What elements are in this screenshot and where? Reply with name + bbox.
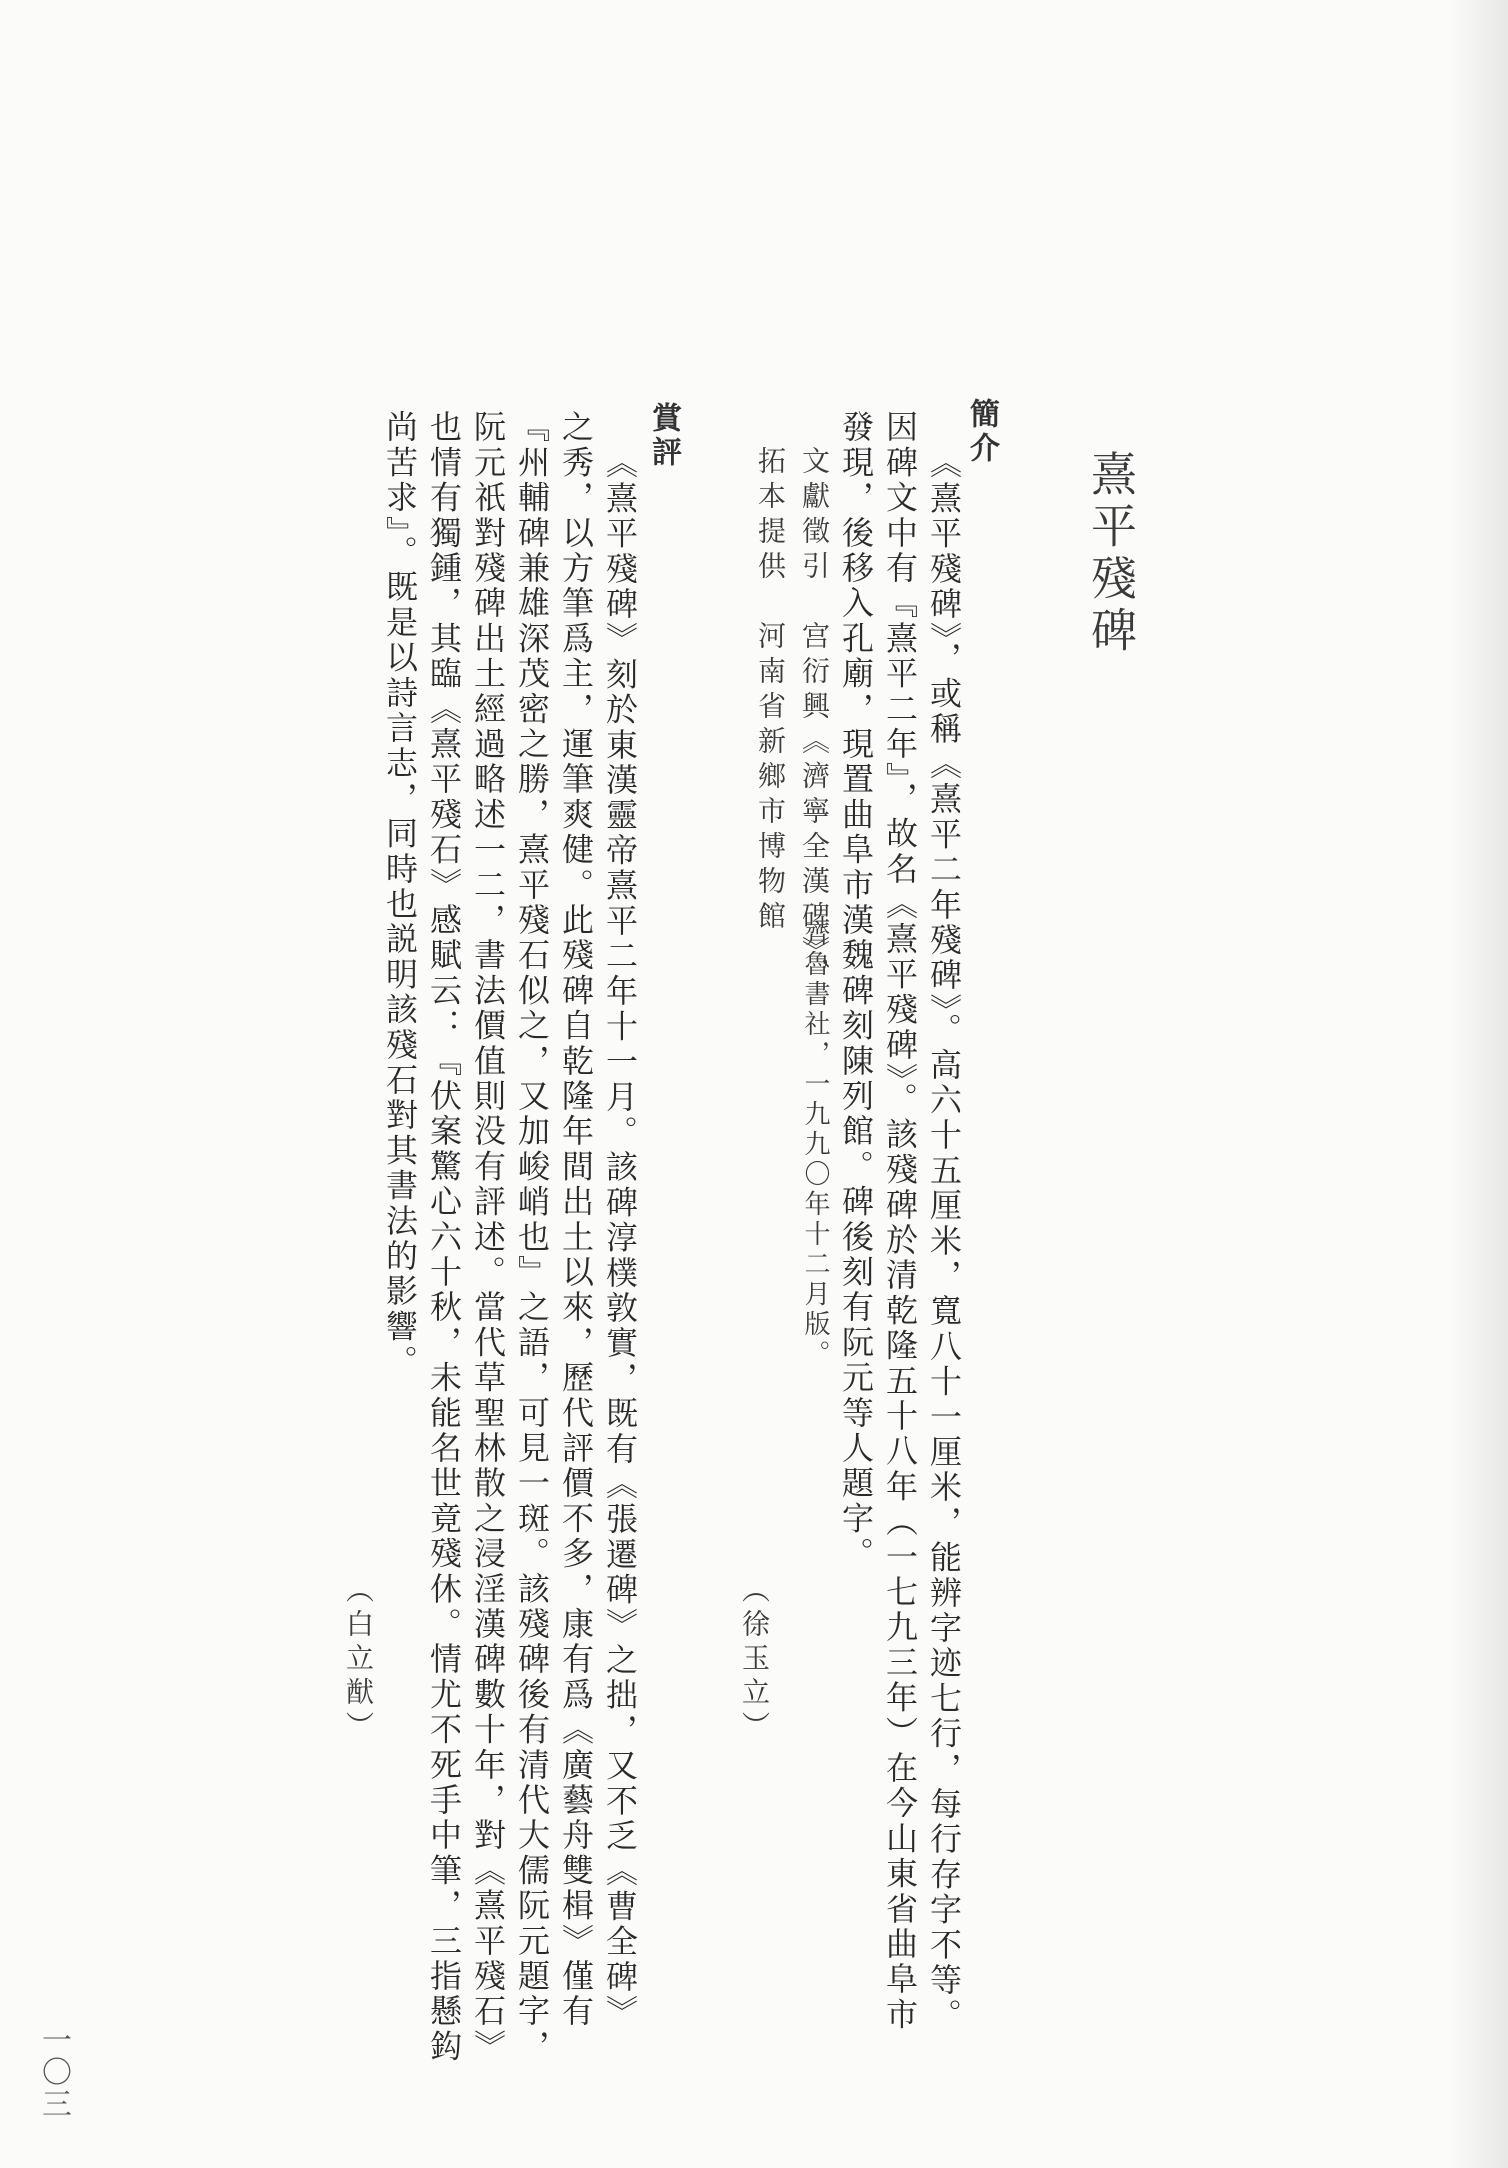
references-publisher: 齊魯書社，一九九〇年十二月版。 (800, 920, 830, 1370)
page-title: 熹平殘碑 (1084, 450, 1138, 658)
binding-shadow (1448, 0, 1508, 2168)
review-line-4: 阮元祇對殘碑出土經過略述一二，書法價值則没有評述。當代草聖林散之浸淫漢碑數十年，對《熹平殘石》 (469, 410, 507, 2065)
review-line-1: 《熹平殘碑》刻於東漢靈帝熹平二年十一月。該碑淳樸敦實，既有《張遷碑》之拙，又不乏《曹全碑》 (601, 446, 639, 2030)
page-number: 一〇三 (36, 2024, 71, 2120)
intro-line-3: 發現，後移入孔廟，現置曲阜市漢魏碑刻陳列館。碑後刻有阮元等人題字。 (837, 410, 875, 1572)
review-line-6: 尚苦求』。既是以詩言志，同時也説明該殘石對其書法的影響。 (381, 410, 419, 1380)
intro-line-2: 因碑文中有『熹平二年』，故名《熹平殘碑》。該殘碑於清乾隆五十八年（一七九三年）在今山東省曲阜市 (881, 410, 919, 2033)
review-author: （白立猷） (342, 1575, 375, 1745)
rubbing-source: 拓本提供 河南省新鄉市博物館 (754, 446, 787, 936)
intro-author: （徐玉立） (738, 1575, 771, 1745)
review-line-5: 也情有獨鍾，其臨《熹平殘石》感賦云：『伏案驚心六十秋，未能名世竟殘休。情尤不死手中筆，三指懸鈎 (425, 410, 463, 2065)
references-main: 文獻徵引 宫衍興《濟寧全漢碑》， (798, 446, 831, 992)
intro-line-1: 《熹平殘碑》，或稱《熹平二年殘碑》。高六十五厘米，寬八十一厘米，能辨字迹七行，每行存字不等。 (925, 446, 963, 2034)
intro-heading: 簡介 (964, 398, 999, 466)
review-line-3: 『州輔碑兼雄深茂密之勝，熹平殘石似之，又加峻峭也』之語，可見一斑。該殘碑後有清代大儒阮元題字， (513, 410, 551, 2065)
review-heading: 賞評 (646, 402, 681, 470)
review-line-2: 之秀，以方筆爲主，運筆爽健。此殘碑自乾隆年間出土以來，歷代評價不多，康有爲《廣藝舟雙楫》僅有 (557, 410, 595, 2030)
